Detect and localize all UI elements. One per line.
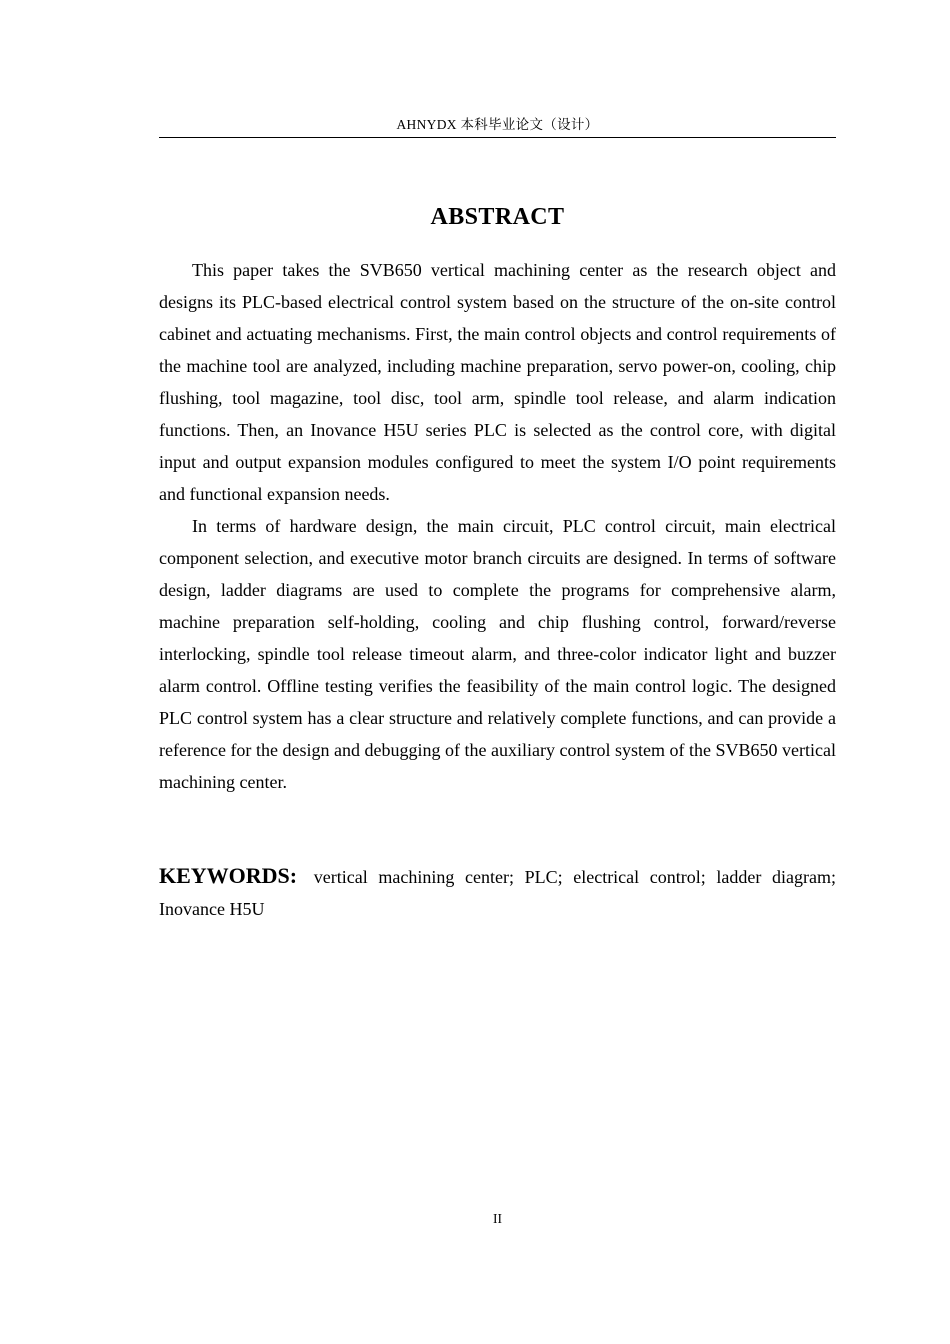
- abstract-paragraph-1: This paper takes the SVB650 vertical machining center as the research object and designs its PLC-based electrical control system based on the structure of the on-site control cabinet and actuating mechanisms. First, the main control objects and control requirements of the machine tool are analyzed, including machine preparation, servo power-on, cooling, chip flushing, tool magazine, tool disc, tool arm, spindle tool release, and alarm indication functions. Then, an Inovance H5U series PLC is selected as the control core, with digital input and output expansion modules configured to meet the system I/O point requirements and functional expansion needs.: [159, 260, 836, 504]
- abstract-body: [159, 254, 836, 798]
- running-header: AHNYDX 本科毕业论文（设计）: [396, 117, 599, 132]
- header-rule: [159, 137, 836, 138]
- keywords-section: [159, 860, 836, 925]
- keywords-text: vertical machining center; PLC; electrical control; ladder diagram; Inovance H5U: [159, 867, 836, 919]
- abstract-title: ABSTRACT: [430, 204, 565, 230]
- page-number: II: [493, 1211, 502, 1226]
- keywords-label: KEYWORDS:: [159, 863, 298, 888]
- abstract-paragraph-2: In terms of hardware design, the main circuit, PLC control circuit, main electrical component selection, and executive motor branch circuits are designed. In terms of software design, ladder diagrams are used to complete the programs for comprehensive alarm, machine preparation self-holding, cooling and chip flushing control, forward/reverse interlocking, spindle tool release timeout alarm, and three-color indicator light and buzzer alarm control. Offline testing verifies the feasibility of the main control logic. The designed PLC control system has a clear structure and relatively complete functions, and can provide a reference for the design and debugging of the auxiliary control system of the SVB650 vertical machining center.: [159, 516, 836, 792]
